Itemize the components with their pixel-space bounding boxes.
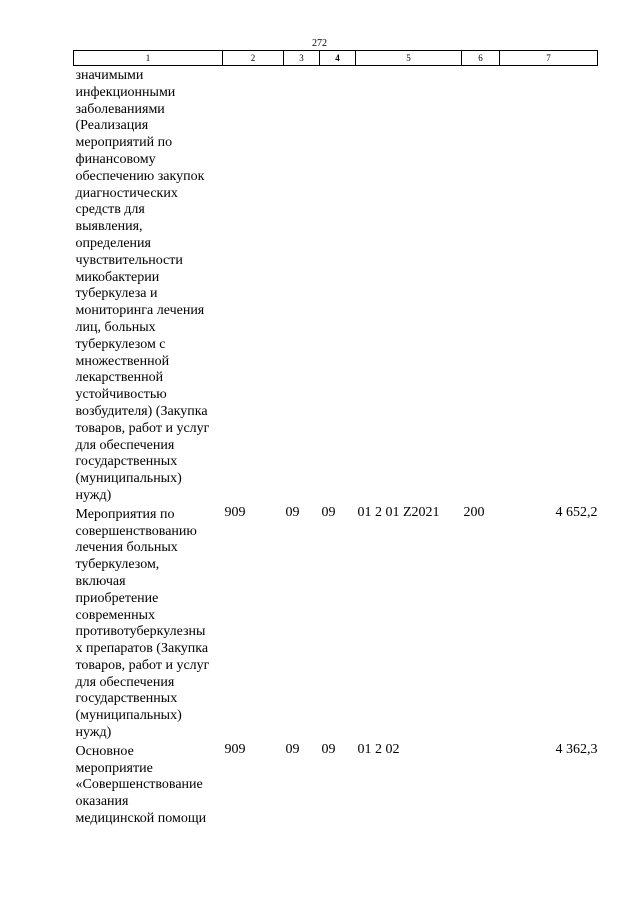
- column-header-6: 6: [462, 51, 500, 66]
- target-article-code: [356, 66, 462, 505]
- description-line: инфекционными: [75, 84, 176, 100]
- description-line: значимыми: [75, 68, 144, 83]
- description-line: совершенствованию: [75, 523, 197, 539]
- description-line: медицинской помощи: [75, 811, 207, 827]
- expense-type-code: [462, 742, 500, 828]
- amount: [500, 66, 598, 505]
- table-row: [74, 505, 598, 742]
- description-line: диагностических: [75, 185, 178, 201]
- page-number: 272: [312, 38, 327, 49]
- description-line: чувствительности: [75, 252, 183, 268]
- table-row: [74, 66, 598, 505]
- description-line: включая: [75, 573, 126, 589]
- ministry-code: 909: [224, 741, 246, 757]
- ministry-code: [223, 66, 284, 505]
- description-line: устойчивостью: [75, 387, 167, 403]
- description-line: выявления,: [75, 219, 143, 235]
- description-line: туберкулеза и: [75, 286, 158, 302]
- table-row: [74, 742, 598, 828]
- row-description: [74, 505, 223, 742]
- subsection-code: 09: [321, 504, 336, 520]
- description-line: товаров, работ и услуг: [75, 657, 210, 673]
- column-number-header: [74, 51, 598, 66]
- description-line: определения: [75, 235, 151, 251]
- section-code: [284, 66, 320, 505]
- description-line: (Реализация: [75, 118, 149, 134]
- budget-table: [73, 50, 598, 828]
- section-code: 09: [285, 504, 300, 520]
- expense-type-code: [462, 66, 500, 505]
- description-line: мероприятий по: [75, 135, 173, 151]
- description-line: (муниципальных): [75, 471, 182, 487]
- description-line: лекарственной: [75, 370, 164, 386]
- description-line: возбудителя) (Закупка: [75, 403, 208, 419]
- description-line: х препаратов (Закупка: [75, 641, 209, 657]
- amount: 4 652,2: [555, 504, 598, 520]
- description-line: (муниципальных): [75, 708, 182, 724]
- subsection-code: [320, 66, 356, 505]
- column-header-4: 4: [320, 51, 356, 66]
- column-header-1: 1: [74, 51, 223, 66]
- target-article-code: 01 2 01 Z2021: [357, 504, 440, 520]
- column-header-2: 2: [223, 51, 284, 66]
- description-line: мероприятие: [75, 760, 153, 776]
- description-line: мониторинга лечения: [75, 303, 205, 319]
- description-line: лиц, больных: [75, 319, 156, 335]
- description-line: туберкулезом с: [75, 336, 166, 352]
- description-line: товаров, работ и услуг: [75, 420, 210, 436]
- description-line: нужд): [75, 487, 112, 503]
- description-line: микобактерии: [75, 269, 160, 285]
- section-code: 09: [285, 741, 300, 757]
- description-line: Мероприятия по: [75, 506, 175, 522]
- description-line: туберкулезом,: [75, 557, 160, 573]
- description-line: Основное: [75, 743, 134, 759]
- description-line: приобретение: [75, 590, 159, 606]
- subsection-code: 09: [321, 741, 336, 757]
- description-line: государственных: [75, 691, 178, 707]
- expense-type-code: 200: [463, 504, 485, 520]
- row-description: [74, 742, 223, 828]
- row-description: [74, 66, 223, 505]
- description-line: лечения больных: [75, 540, 178, 556]
- description-line: для обеспечения: [75, 437, 175, 453]
- description-line: финансовому: [75, 151, 156, 167]
- description-line: обеспечению закупок: [75, 168, 205, 184]
- description-line: нужд): [75, 725, 112, 741]
- target-article-code: 01 2 02: [357, 741, 400, 757]
- description-line: для обеспечения: [75, 674, 175, 690]
- column-header-5: 5: [356, 51, 462, 66]
- description-line: заболеваниями: [75, 101, 165, 117]
- description-line: «Совершенствование: [75, 777, 203, 793]
- column-header-7: 7: [500, 51, 598, 66]
- description-line: государственных: [75, 454, 178, 470]
- description-line: средств для: [75, 202, 145, 218]
- description-line: оказания: [75, 794, 129, 810]
- table-body: [74, 66, 598, 828]
- ministry-code: 909: [224, 504, 246, 520]
- column-header-3: 3: [284, 51, 320, 66]
- amount: 4 362,3: [555, 741, 598, 757]
- description-line: множественной: [75, 353, 170, 369]
- description-line: противотуберкулезны: [75, 624, 206, 640]
- description-line: современных: [75, 607, 156, 623]
